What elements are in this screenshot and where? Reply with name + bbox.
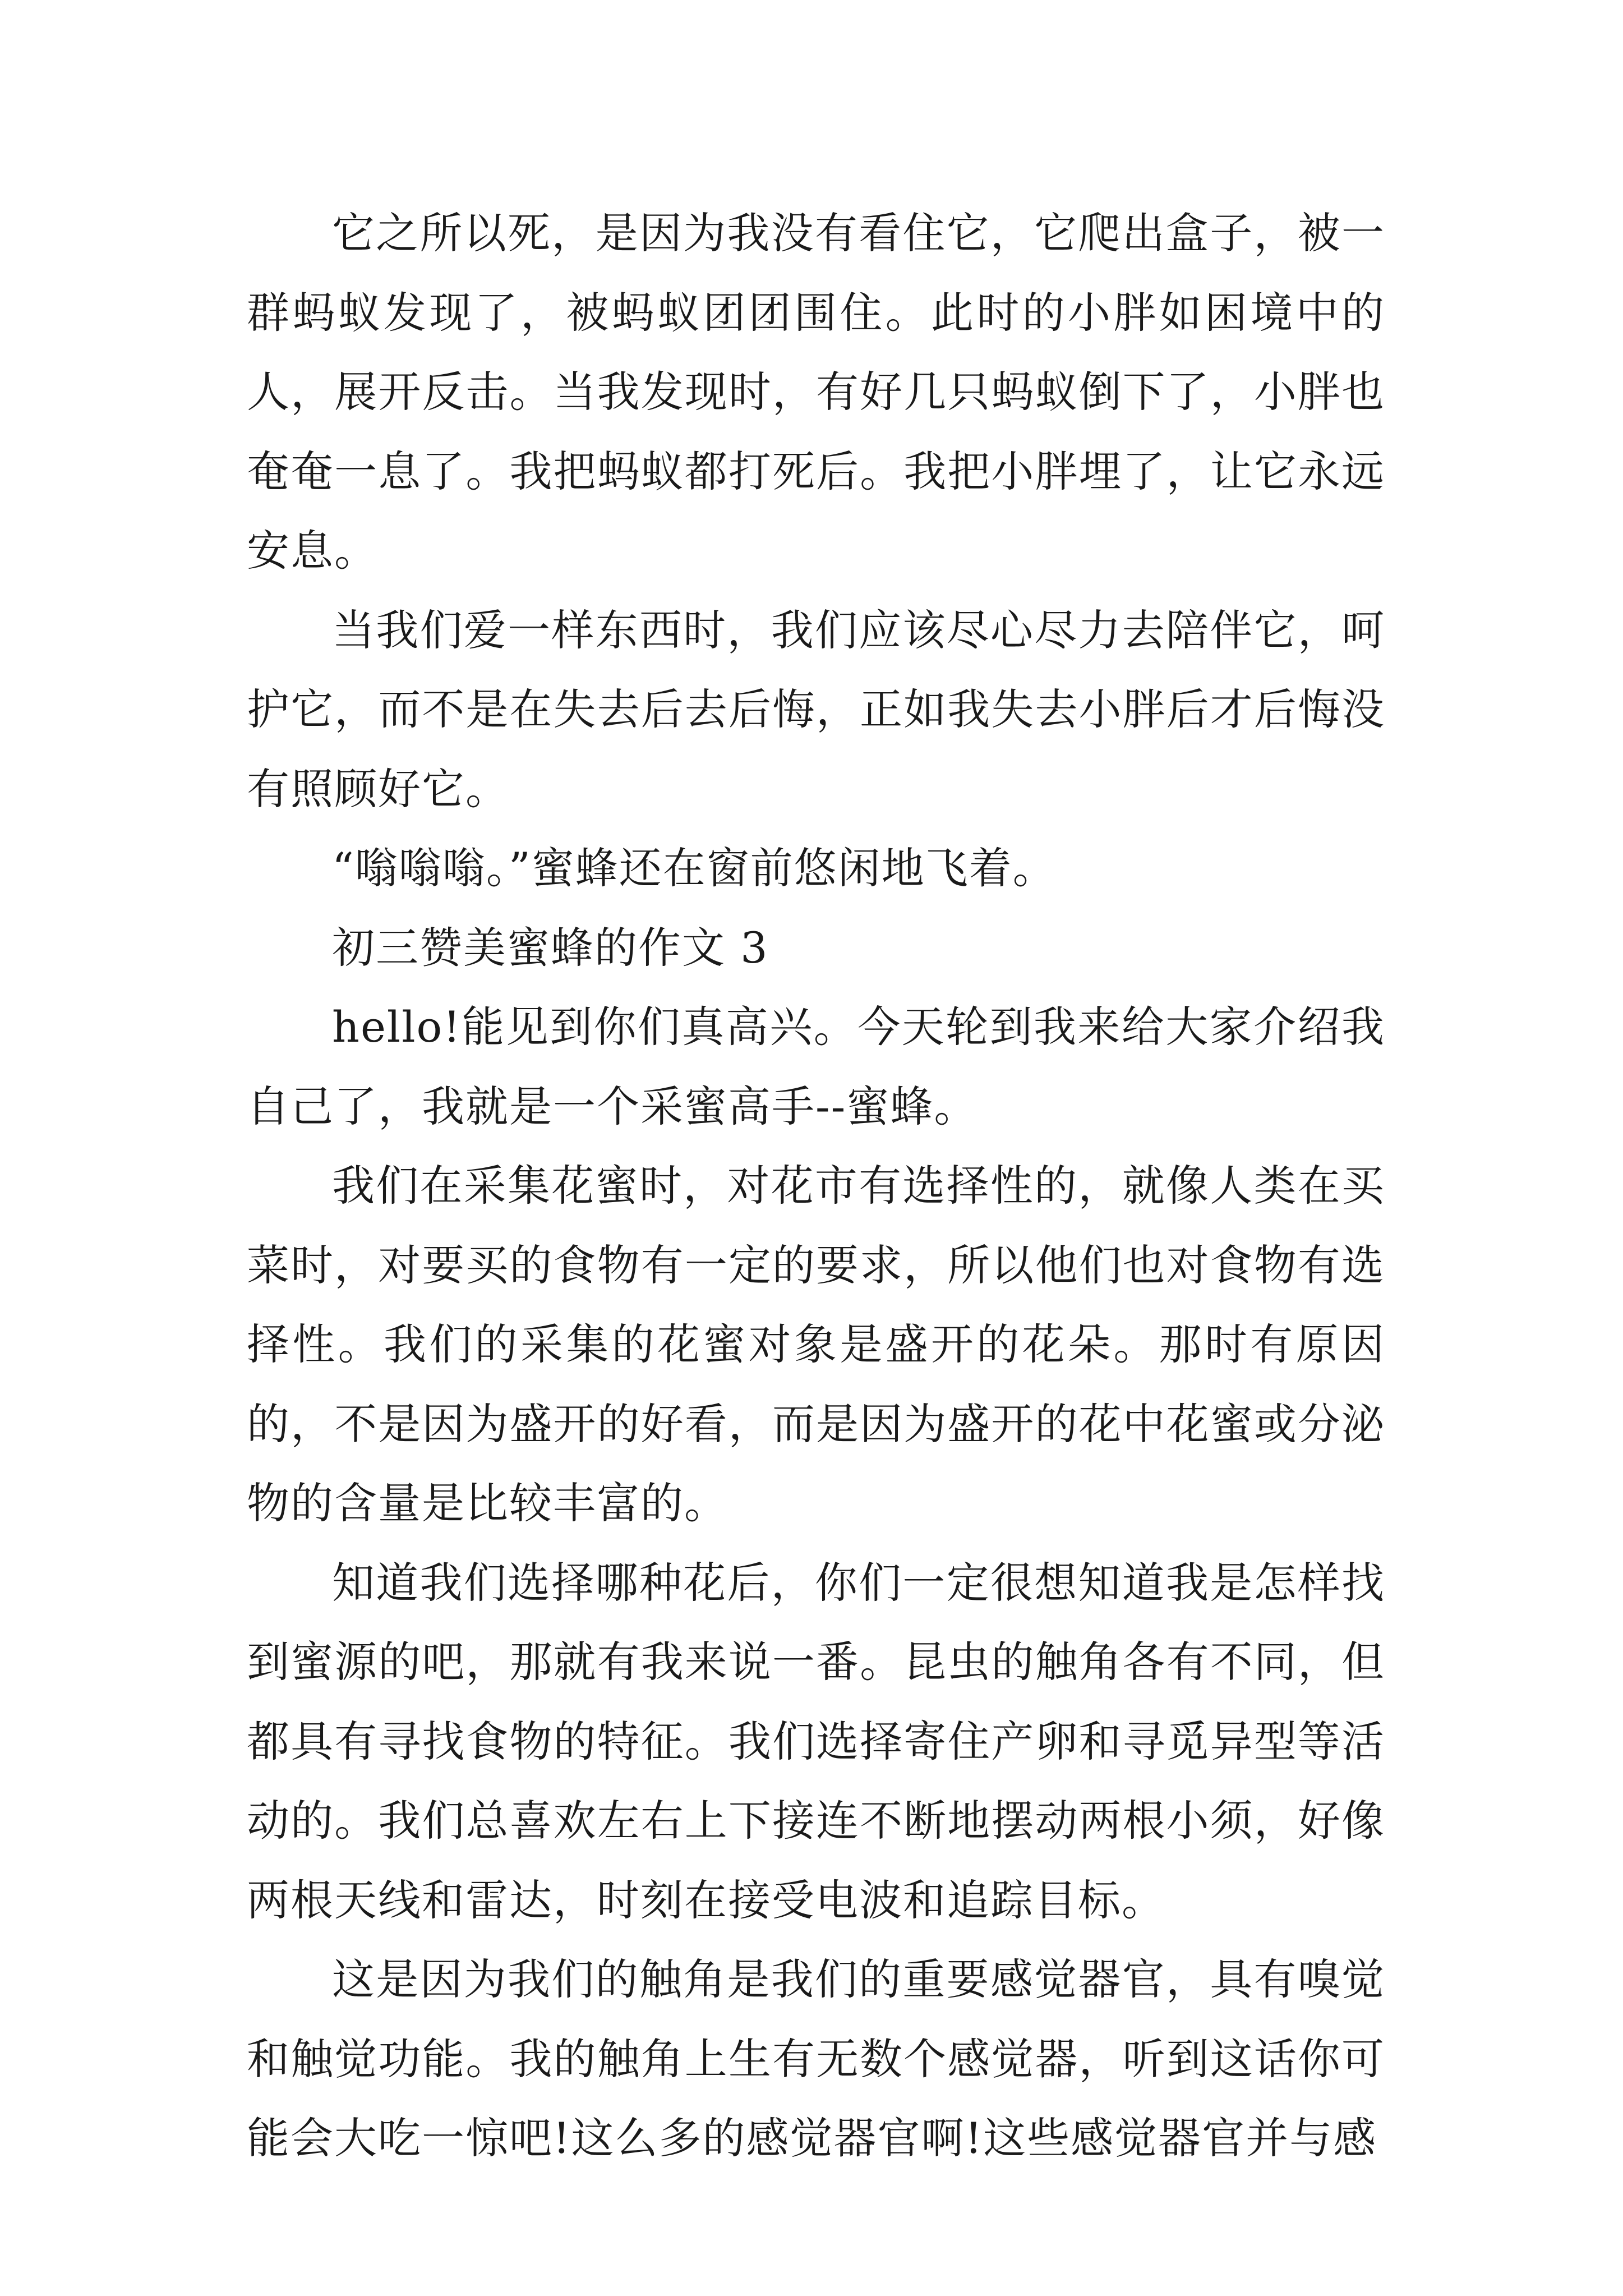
paragraph: “嗡嗡嗡。”蜜蜂还在窗前悠闲地飞着。 bbox=[332, 843, 1057, 893]
body-text bbox=[247, 194, 1385, 2178]
paragraph: 我们在采集花蜜时，对花市有选择性的，就像人类在买菜时，对要买的食物有一定的要求，所以他们也对食物有选择性。我们的采集的花蜜对象是盛开的花朵。那时有原因的，不是因为盛开的好看，而是因为盛开的花中花蜜或分泌物的含量是比较丰富的。 bbox=[247, 1161, 1385, 1528]
paragraph: 知道我们选择哪种花后，你们一定很想知道我是怎样找到蜜源的吧，那就有我来说一番。昆虫的触角各有不同，但都具有寻找食物的特征。我们选择寄住产卵和寻觅异型等活动的。我们总喜欢左右上下接连不断地摆动两根小须，好像两根天线和雷达，时刻在接受电波和追踪目标。 bbox=[247, 1557, 1385, 1925]
paragraph: 它之所以死，是因为我没有看住它，它爬出盒子，被一群蚂蚁发现了，被蚂蚁团团围住。此时的小胖如困境中的人，展开反击。当我发现时，有好几只蚂蚁倒下了，小胖也奄奄一息了。我把蚂蚁都打死后。我把小胖埋了，让它永远安息。 bbox=[247, 208, 1385, 576]
section-heading: 初三赞美蜜蜂的作文 3 bbox=[332, 922, 769, 973]
paragraph: hello!能见到你们真高兴。今天轮到我来给大家介绍我自己了，我就是一个采蜜高手--蜜蜂。 bbox=[247, 1002, 1385, 1131]
paragraph: 这是因为我们的触角是我们的重要感觉器官，具有嗅觉和触觉功能。我的触角上生有无数个感觉器，听到这话你可能会大吃一惊吧!这么多的感觉器官啊!这些感觉器官并与感 bbox=[247, 1954, 1385, 2163]
paragraph: 当我们爱一样东西时，我们应该尽心尽力去陪伴它，呵护它，而不是在失去后去后悔，正如我失去小胖后才后悔没有照顾好它。 bbox=[247, 605, 1385, 814]
